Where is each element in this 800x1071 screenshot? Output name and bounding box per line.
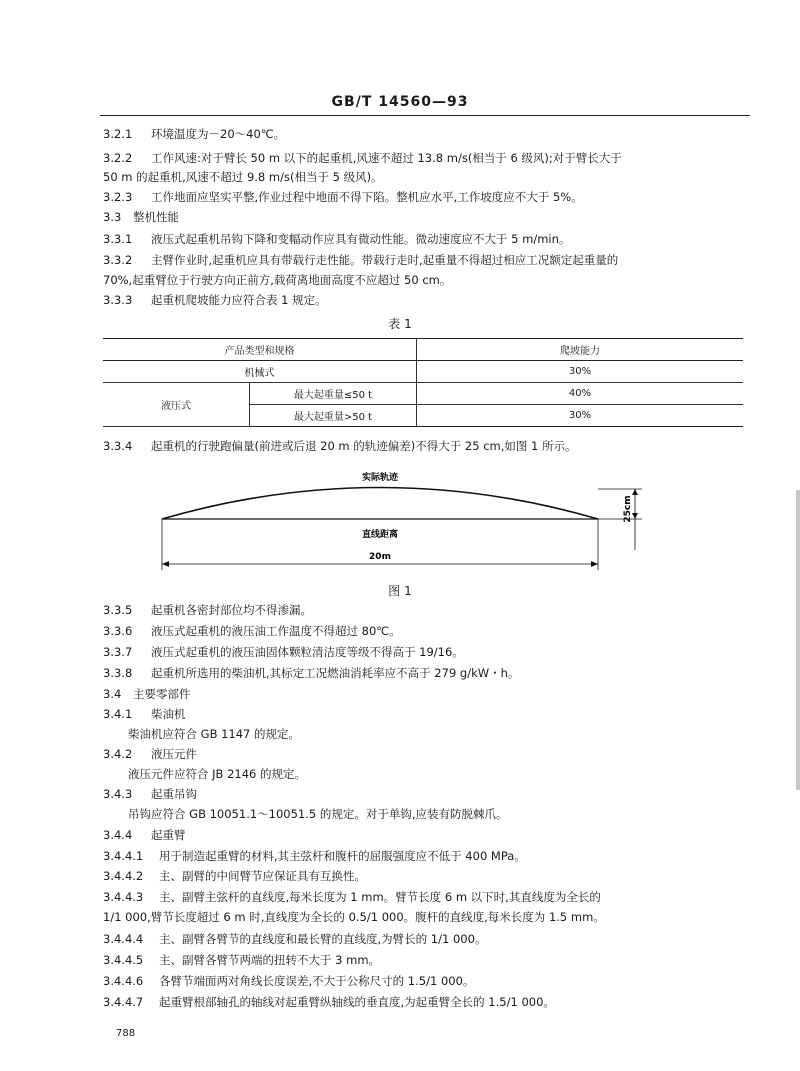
table-header-ability: 爬坡能力 <box>417 339 744 361</box>
clause-3-2-2-cont: 50 m 的起重机,风速不超过 9.8 m/s(相当于 5 级风)。 <box>103 170 383 184</box>
clause-3-3-3: 3.3.3 起重机爬坡能力应符合表 1 规定。 <box>103 293 327 307</box>
clause-3-4-4-3: 3.4.4.3 主、副臂主弦杆的直线度,每米长度为 1 mm。臂节长度 6 m 以下时,其直线度为全长的 <box>103 890 601 904</box>
scan-edge-shadow <box>796 490 800 790</box>
clause-3-4-2-body: 液压元件应符合 JB 2146 的规定。 <box>128 767 307 781</box>
arrow-left <box>162 561 169 567</box>
clause-3-3-1: 3.3.1 液压式起重机吊钩下降和变幅动作应具有微动性能。微动速度应不大于 5 m/min。 <box>103 232 571 246</box>
table-cell-value: 30% <box>417 361 744 383</box>
label-straight-distance: 直线距离 <box>361 530 399 540</box>
label-actual-track: 实际轨迹 <box>361 473 399 483</box>
clause-3-4-4-7: 3.4.4.7 起重臂根部轴孔的轴线对起重臂纵轴线的垂直度,为起重臂全长的 1.5/1 000。 <box>103 995 555 1009</box>
arrow-right <box>591 561 598 567</box>
clause-3-3-7: 3.3.7 液压式起重机的液压油固体颗粒清洁度等级不得高于 19/16。 <box>103 645 464 659</box>
arrow-up <box>632 489 638 495</box>
section-3-4-2: 3.4.2 液压元件 <box>103 747 197 761</box>
clause-3-2-1: 3.2.1 环境温度为－20～40℃。 <box>103 127 286 141</box>
clause-3-4-4-1: 3.4.4.1 用于制造起重臂的材料,其主弦杆和腹杆的屈服强度应不低于 400 MPa。 <box>103 849 526 863</box>
table-cell-type: 机械式 <box>103 361 417 383</box>
table-header-row <box>103 339 743 361</box>
clause-3-3-2: 3.3.2 主臂作业时,起重机应具有带载行走性能。带载行走时,起重量不得超过相应工况额定起重量的 <box>103 253 619 267</box>
section-3-4-1: 3.4.1 柴油机 <box>103 707 186 721</box>
standard-header: GB/T 14560—93 <box>331 94 469 110</box>
section-3-4: 3.4 主要零部件 <box>103 687 191 701</box>
figure-1-track-deviation <box>150 464 650 584</box>
clause-3-3-6: 3.3.6 液压式起重机的液压油工作温度不得超过 80℃。 <box>103 624 401 638</box>
figure-1-caption: 图 1 <box>388 584 412 598</box>
table-cell-spec: 最大起重量≤50 t <box>250 383 417 405</box>
header-rule <box>100 115 750 116</box>
clause-3-3-5: 3.3.5 起重机各密封部位均不得渗漏。 <box>103 603 312 617</box>
clause-3-4-4-4: 3.4.4.4 主、副臂各臂节的直线度和最长臂的直线度,为臂长的 1/1 000。 <box>103 932 487 946</box>
table-cell-type: 液压式 <box>103 383 250 427</box>
table-1 <box>103 338 743 427</box>
table-cell-value: 40% <box>417 383 744 405</box>
clause-3-2-3: 3.2.3 工作地面应坚实平整,作业过程中地面不得下陷。整机应水平,工作坡度应不大于 5%。 <box>103 190 583 204</box>
table-cell-spec: 最大起重量>50 t <box>250 405 417 427</box>
clause-3-3-2-cont: 70%,起重臂位于行驶方向正前方,载荷离地面高度不应超过 50 cm。 <box>103 273 452 287</box>
clause-3-3-8: 3.3.8 起重机所选用的柴油机,其标定工况燃油消耗率应不高于 279 g/kW・h。 <box>103 666 520 680</box>
label-length: 20m <box>369 552 391 562</box>
section-3-4-3: 3.4.3 起重吊钩 <box>103 787 197 801</box>
section-3-4-4: 3.4.4 起重臂 <box>103 828 186 842</box>
section-3-3: 3.3 整机性能 <box>103 210 179 224</box>
actual-track-curve <box>162 488 598 520</box>
clause-3-3-4: 3.3.4 起重机的行驶跑偏量(前进或后退 20 m 的轨迹偏差)不得大于 25 cm,如图 1 所示。 <box>103 439 577 453</box>
clause-3-4-4-3-cont: 1/1 000,臂节长度超过 6 m 时,直线度为全长的 0.5/1 000。腹杆的直线度,每米长度为 1.5 mm。 <box>103 910 605 924</box>
table-1-title: 表 1 <box>388 317 412 331</box>
clause-3-4-4-2: 3.4.4.2 主、副臂的中间臂节应保证具有互换性。 <box>103 869 366 883</box>
clause-3-2-2: 3.2.2 工作风速:对于臂长 50 m 以下的起重机,风速不超过 13.8 m/s(相当于 6 级风);对于臂长大于 <box>103 151 622 165</box>
clause-3-4-4-5: 3.4.4.5 主、副臂各臂节两端的扭转不大于 3 mm。 <box>103 953 381 967</box>
table-cell-value: 30% <box>417 405 744 427</box>
page-number: 788 <box>116 1028 136 1039</box>
label-deviation: 25cm <box>623 495 633 523</box>
table-row <box>103 383 743 405</box>
table-header-type: 产品类型和规格 <box>103 339 417 361</box>
clause-3-4-4-6: 3.4.4.6 各臂节端面两对角线长度误差,不大于公称尺寸的 1.5/1 000。 <box>103 974 475 988</box>
clause-3-4-3-body: 吊钩应符合 GB 10051.1～10051.5 的规定。对于单钩,应装有防脱棘爪。 <box>128 807 508 821</box>
clause-3-4-1-body: 柴油机应符合 GB 1147 的规定。 <box>128 727 301 741</box>
table-row <box>103 361 743 383</box>
